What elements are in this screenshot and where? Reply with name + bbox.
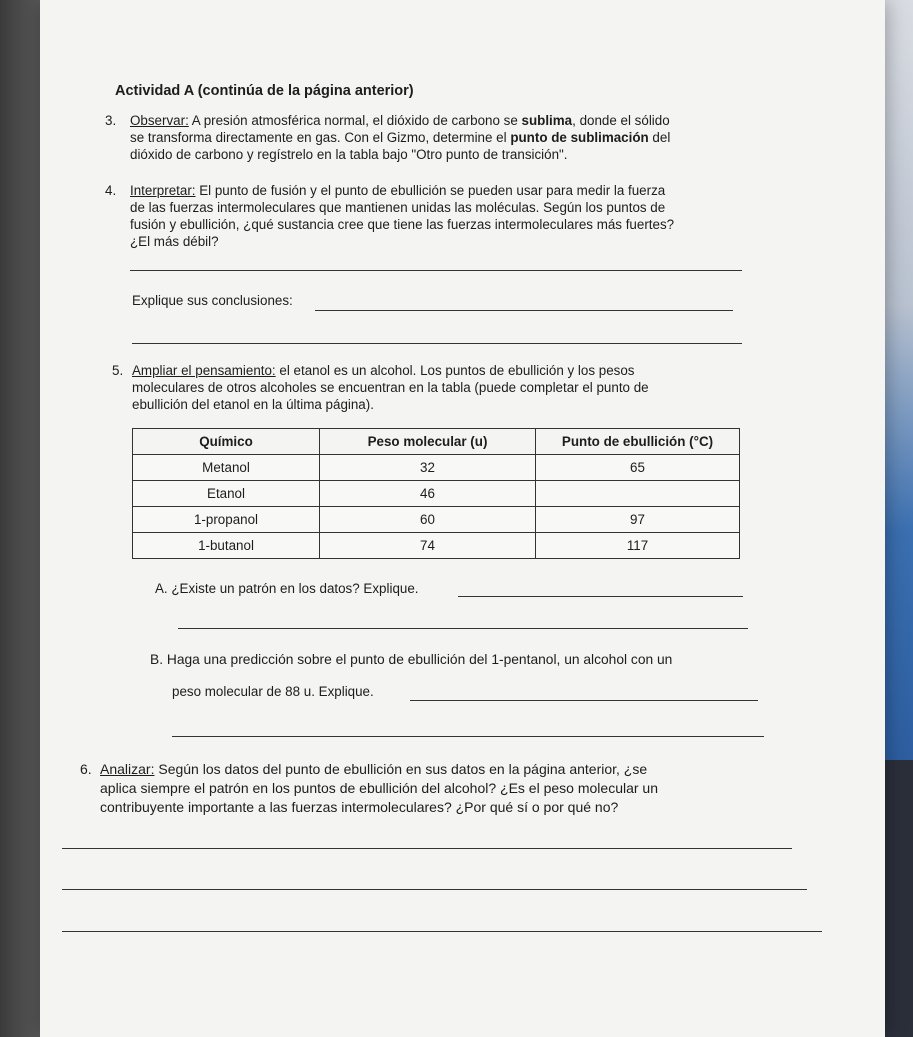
- cell-name: 1-butanol: [133, 533, 320, 559]
- q5a-answer-line-1[interactable]: [458, 596, 743, 597]
- q6-answer-line-1[interactable]: [62, 848, 792, 849]
- q5-number: 5.: [112, 363, 124, 378]
- q4-answer-line-1[interactable]: [130, 270, 742, 271]
- q6-line1: [100, 761, 647, 778]
- header-chemical: Químico: [133, 429, 320, 455]
- q6-line3: contribuyente importante a las fuerzas intermoleculares? ¿Por qué sí o por qué no?: [100, 799, 619, 815]
- table-row: [133, 533, 740, 559]
- table-header-row: [133, 429, 740, 455]
- cell-weight: 46: [320, 481, 536, 507]
- cell-name: Etanol: [133, 481, 320, 507]
- q3-line2-b: del: [648, 130, 671, 145]
- q5b-answer-line-2[interactable]: [172, 736, 764, 737]
- q5-label: Ampliar el pensamiento:: [132, 363, 276, 378]
- q4-line1-text: El punto de fusión y el punto de ebullición se pueden usar para medir la fuerza: [199, 183, 666, 198]
- q5-line1-text: el etanol es un alcohol. Los puntos de ebullición y los pesos: [279, 363, 635, 378]
- worksheet-page: [40, 0, 885, 1037]
- q5-part-b-line1: B. Haga una predicción sobre el punto de ebullición del 1-pentanol, un alcohol con un: [150, 652, 673, 667]
- q4-answer-line-2[interactable]: [315, 310, 733, 311]
- q5-part-b-line2: peso molecular de 88 u. Explique.: [172, 684, 374, 699]
- q6-line2: aplica siempre el patrón en los puntos de ebullición del alcohol? ¿Es el peso molecular un: [100, 780, 658, 796]
- q4-answer-line-3[interactable]: [132, 343, 742, 344]
- q6-answer-line-3[interactable]: [62, 931, 822, 932]
- q3-line1-bold: sublima: [521, 113, 573, 128]
- q5a-answer-line-2[interactable]: [178, 628, 748, 629]
- table-row: [133, 507, 740, 533]
- q5b-answer-line-1[interactable]: [410, 700, 758, 701]
- q4-line1: [130, 182, 665, 199]
- q5-part-a: A. ¿Existe un patrón en los datos? Explique.: [155, 581, 419, 596]
- cell-boiling-empty[interactable]: [536, 481, 740, 507]
- q5-line2: moleculares de otros alcoholes se encuentran en la tabla (puede completar el punto de: [132, 380, 649, 395]
- q4-line4: ¿El más débil?: [130, 234, 219, 249]
- q3-label: Observar:: [130, 113, 189, 128]
- q3-line2: [130, 129, 850, 146]
- q6-answer-line-2[interactable]: [62, 889, 807, 890]
- q3-line2-bold: punto de sublimación: [510, 130, 649, 145]
- q3-line1-b: , donde el sólido: [572, 113, 670, 128]
- cell-boiling: 97: [536, 507, 740, 533]
- q4-number: 4.: [105, 183, 117, 198]
- q5-line1: [132, 362, 634, 379]
- cell-name: Metanol: [133, 455, 320, 481]
- cell-boiling: 117: [536, 533, 740, 559]
- cell-weight: 74: [320, 533, 536, 559]
- q3-line3: dióxido de carbono y regístrelo en la tabla bajo "Otro punto de transición".: [130, 147, 568, 162]
- q4-explain-label: Explique sus conclusiones:: [132, 293, 293, 308]
- header-molecular-weight: Peso molecular (u): [320, 429, 536, 455]
- cell-weight: 60: [320, 507, 536, 533]
- header-boiling-point: Punto de ebullición (°C): [536, 429, 740, 455]
- cell-boiling: 65: [536, 455, 740, 481]
- q5-line3: ebullición del etanol en la última página).: [132, 397, 374, 412]
- q3-line2-a: se transforma directamente en gas. Con el Gizmo, determine el: [130, 130, 511, 145]
- cell-name: 1-propanol: [133, 507, 320, 533]
- page-title: Actividad A (continúa de la página anterior): [115, 83, 414, 99]
- q3-number: 3.: [105, 113, 117, 128]
- alcohol-table: [132, 428, 740, 559]
- cell-weight: 32: [320, 455, 536, 481]
- q4-label: Interpretar:: [130, 183, 196, 198]
- q6-number: 6.: [80, 761, 92, 777]
- q6-line1-text: Según los datos del punto de ebullición en sus datos en la página anterior, ¿se: [158, 761, 648, 777]
- table-row: [133, 455, 740, 481]
- q3-line1: [130, 112, 850, 129]
- q3-line1-a: A presión atmosférica normal, el dióxido de carbono se: [191, 113, 522, 128]
- q4-line2: de las fuerzas intermoleculares que mantienen unidas las moléculas. Según los puntos de: [130, 200, 666, 215]
- q6-label: Analizar:: [100, 761, 155, 777]
- q4-line3: fusión y ebullición, ¿qué sustancia cree que tiene las fuerzas intermoleculares más fuertes?: [130, 217, 675, 232]
- table-row: [133, 481, 740, 507]
